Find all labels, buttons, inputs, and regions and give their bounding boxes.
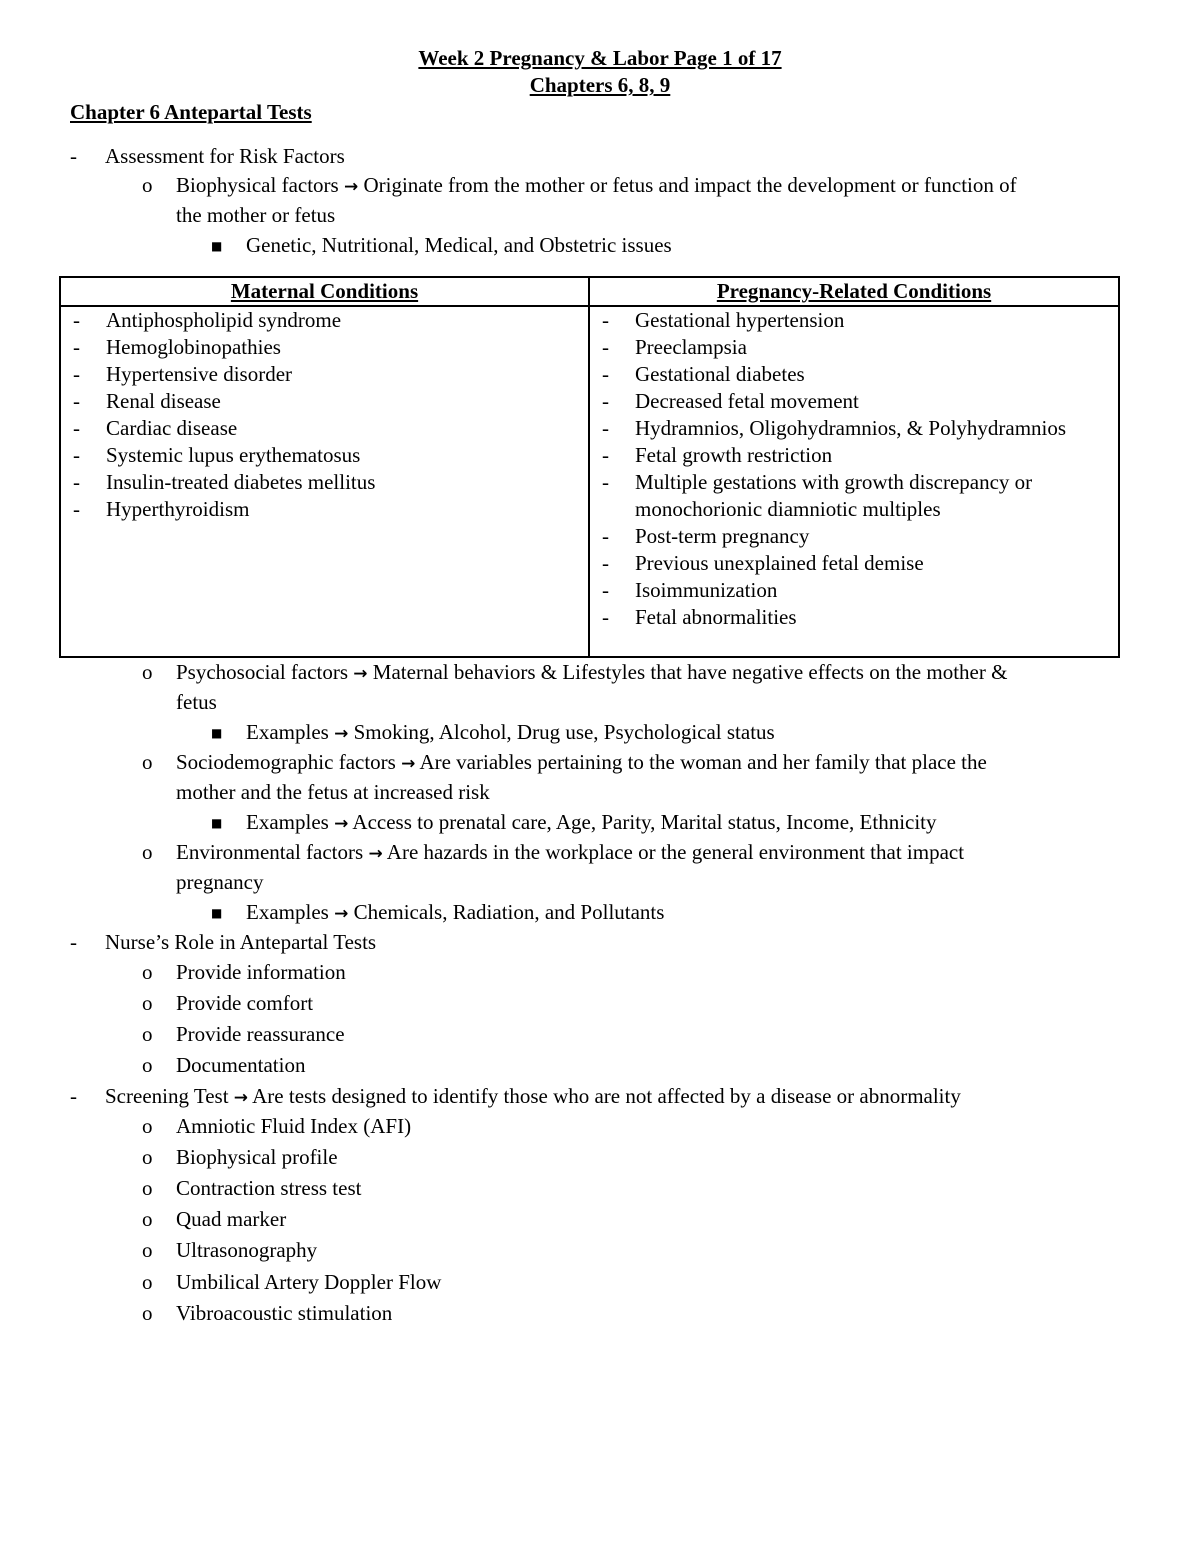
list-item: Amniotic Fluid Index (AFI): [176, 1114, 412, 1138]
list-item: Ultrasonography: [176, 1238, 318, 1262]
examples-label: Examples: [246, 810, 329, 834]
maternal-conditions-header: Maternal Conditions: [60, 277, 589, 306]
list-item: - Isoimmunization: [590, 577, 1118, 604]
list-item: Contraction stress test: [176, 1176, 362, 1200]
list-item: - Antiphospholipid syndrome: [61, 307, 588, 334]
list-item: - Gestational diabetes: [590, 361, 1118, 388]
square-bullet-icon: ■: [211, 726, 223, 740]
screening-term: Screening Test: [105, 1084, 229, 1108]
list-item: - Decreased fetal movement: [590, 388, 1118, 415]
section-heading: Chapter 6 Antepartal Tests: [70, 100, 312, 124]
assessment-label: Assessment for Risk Factors: [105, 144, 345, 168]
list-item: - Post-term pregnancy: [590, 523, 1118, 550]
bullet-circle: o: [142, 840, 153, 864]
biophysical-term: Biophysical factors: [176, 173, 339, 197]
biophysical-definition-cont: the mother or fetus: [176, 203, 336, 227]
list-item: Provide reassurance: [176, 1022, 345, 1046]
bullet-circle: o: [142, 173, 153, 197]
environmental-examples: [246, 898, 664, 928]
bullet-circle: o: [142, 1207, 153, 1231]
nurse-role-label: Nurse’s Role in Antepartal Tests: [105, 930, 377, 954]
arrow-icon: →: [233, 1088, 249, 1108]
biophysical-definition: Originate from the mother or fetus and impact the development or function of: [363, 173, 1017, 197]
list-item: Biophysical profile: [176, 1145, 338, 1169]
document-title: Week 2 Pregnancy & Labor Page 1 of 17: [418, 46, 782, 70]
list-item: - Systemic lupus erythematosus: [61, 442, 588, 469]
list-item: Umbilical Artery Doppler Flow: [176, 1270, 442, 1294]
arrow-icon: →: [368, 844, 383, 864]
list-item: - Hydramnios, Oligohydramnios, & Polyhydramnios: [590, 415, 1118, 442]
bullet-circle: o: [142, 1301, 153, 1325]
bullet-circle: o: [142, 1022, 153, 1046]
list-item: - Hyperthyroidism: [61, 496, 588, 523]
list-item: Provide information: [176, 960, 346, 984]
examples-label: Examples: [246, 720, 329, 744]
list-item: Vibroacoustic stimulation: [176, 1301, 393, 1325]
bullet-dash: -: [70, 1084, 77, 1108]
bullet-circle: o: [142, 1238, 153, 1262]
sociodemographic-definition: Are variables pertaining to the woman and her family that place the: [419, 750, 987, 774]
bullet-circle: o: [142, 1270, 153, 1294]
sociodemographic-term: Sociodemographic factors: [176, 750, 396, 774]
arrow-icon: →: [334, 814, 349, 834]
list-item: - Gestational hypertension: [590, 307, 1118, 334]
list-item: - Preeclampsia: [590, 334, 1118, 361]
list-item: - Hemoglobinopathies: [61, 334, 588, 361]
psychosocial-term: Psychosocial factors: [176, 660, 349, 684]
arrow-icon: →: [343, 177, 359, 197]
environmental-definition-cont: pregnancy: [176, 870, 264, 894]
maternal-conditions-list: [61, 307, 588, 523]
examples-text: Smoking, Alcohol, Drug use, Psychological status: [353, 720, 775, 744]
list-item: - Fetal abnormalities: [590, 604, 1118, 631]
bullet-dash: -: [70, 144, 77, 168]
examples-label: Examples: [246, 900, 329, 924]
biophysical-example: Genetic, Nutritional, Medical, and Obstetric issues: [246, 233, 672, 257]
list-item: - Cardiac disease: [61, 415, 588, 442]
arrow-icon: →: [334, 904, 349, 924]
bullet-circle: o: [142, 1114, 153, 1138]
bullet-circle: o: [142, 1053, 153, 1077]
bullet-circle: o: [142, 991, 153, 1015]
sociodemographic-definition-cont: mother and the fetus at increased risk: [176, 780, 490, 804]
arrow-icon: →: [353, 664, 368, 684]
bullet-circle: o: [142, 750, 153, 774]
list-item: - Insulin-treated diabetes mellitus: [61, 469, 588, 496]
list-item: - Renal disease: [61, 388, 588, 415]
square-bullet-icon: ■: [211, 239, 223, 253]
list-item: Documentation: [176, 1053, 306, 1077]
pregnancy-conditions-header: Pregnancy-Related Conditions: [589, 277, 1119, 306]
sociodemographic-line: [176, 748, 987, 778]
psychosocial-examples: [246, 718, 775, 748]
psychosocial-definition-cont: fetus: [176, 690, 217, 714]
pregnancy-conditions-list: [590, 307, 1118, 631]
bullet-circle: o: [142, 660, 153, 684]
arrow-icon: →: [334, 724, 349, 744]
bullet-circle: o: [142, 960, 153, 984]
screening-definition: Are tests designed to identify those who are not affected by a disease or abnormality: [252, 1084, 961, 1108]
bullet-circle: o: [142, 1145, 153, 1169]
environmental-term: Environmental factors: [176, 840, 364, 864]
list-item: - Multiple gestations with growth discrepancy or monochorionic diamniotic multiples: [590, 469, 1118, 523]
list-item: - Hypertensive disorder: [61, 361, 588, 388]
bullet-dash: -: [70, 930, 77, 954]
arrow-icon: →: [401, 754, 416, 774]
pregnancy-conditions-cell: [589, 306, 1119, 657]
list-item: Quad marker: [176, 1207, 287, 1231]
psychosocial-definition: Maternal behaviors & Lifestyles that have negative effects on the mother &: [372, 660, 1008, 684]
examples-text: Chemicals, Radiation, and Pollutants: [353, 900, 665, 924]
bullet-circle: o: [142, 1176, 153, 1200]
square-bullet-icon: ■: [211, 816, 223, 830]
environmental-definition: Are hazards in the workplace or the general environment that impact: [386, 840, 965, 864]
list-item: - Fetal growth restriction: [590, 442, 1118, 469]
list-item: - Previous unexplained fetal demise: [590, 550, 1118, 577]
list-item: Provide comfort: [176, 991, 314, 1015]
maternal-conditions-cell: [60, 306, 589, 657]
examples-text: Access to prenatal care, Age, Parity, Marital status, Income, Ethnicity: [352, 810, 937, 834]
conditions-table: [59, 276, 1120, 658]
screening-line: [105, 1082, 961, 1112]
environmental-line: [176, 838, 964, 868]
biophysical-line: [176, 171, 1017, 201]
chapters-subtitle: Chapters 6, 8, 9: [529, 73, 671, 97]
square-bullet-icon: ■: [211, 906, 223, 920]
sociodemographic-examples: [246, 808, 937, 838]
psychosocial-line: [176, 658, 1007, 688]
